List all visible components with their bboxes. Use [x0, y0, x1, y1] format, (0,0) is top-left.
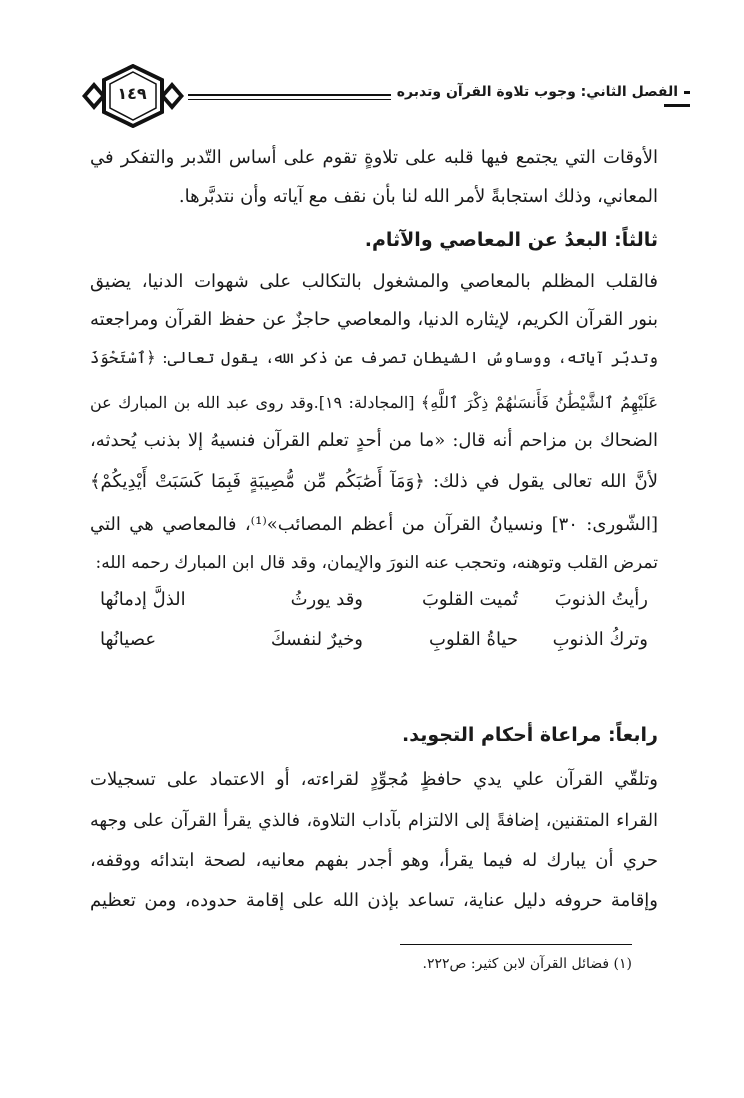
footnote-rule — [400, 944, 632, 945]
page-header — [78, 64, 690, 128]
page-number: ١٤٩ — [117, 84, 147, 103]
body-line: المعاني، وذلك استجابةً لأمر الله لنا بأن نقف مع آياته وأن نتدبَّرها. — [178, 186, 658, 207]
poem-hemistich: وتركُ الذنوبِ — [552, 629, 648, 650]
poem-hemistich: تُميت القلوبَ — [421, 589, 518, 610]
footnote: (١) فضائل القرآن لابن كثير: ص٢٢٢. — [422, 956, 632, 972]
section-heading-4: رابعاً: مراعاة أحكام التجويد. — [402, 724, 658, 746]
chapter-title: الفصل الثاني: وجوب تلاوة القرآن وتدبره — [391, 84, 684, 100]
body-line: حري أن يبارك له فيما يقرأ، وهو أجدر بفهم معانيه، لصحة ابتدائه ووقفه، — [90, 850, 658, 871]
body-line: وتدبّر آياته، ووساوسُ الشيطان تصرف عن ذكر الله، يقول تعالى: ﴿ٱسْتَحْوَذَ — [90, 348, 658, 367]
poem-hemistich: حياةُ القلوبِ — [429, 629, 518, 650]
body-line: تمرض القلب وتوهنه، وتحجب عنه النورَ والإيمان، وقد قال ابن المبارك رحمه الله: — [95, 553, 658, 573]
body-line: لأنَّ الله تعالى يقول في ذلك: ﴿وَمَآ أَصَٰبَكُم مِّن مُّصِيبَةٍ فَبِمَا كَسَبَتْ أَيْدِيكُمْ﴾ — [90, 471, 658, 492]
poem-verse — [100, 625, 648, 657]
poem-hemistich: وخيرٌ لنفسكَ — [270, 629, 363, 650]
section-heading-3: ثالثاً: البعدُ عن المعاصي والآثام. — [364, 229, 658, 251]
poem-hemistich: عصيانُها — [100, 629, 157, 650]
body-line: عَلَيْهِمُ ٱلشَّيْطَٰنُ فَأَنسَىٰهُمْ ذِكْرَ ٱللَّهِ﴾ [المجادلة: ١٩].وقد روى عبد الله بن المبارك عن — [90, 393, 658, 412]
body-line: فالقلب المظلم بالمعاصي والمشغول بالتكالب على شهوات الدنيا، يضيق — [90, 271, 658, 292]
body-line: الضحاك بن مزاحم أنه قال: «ما من أحدٍ تعلم القرآن فنسيهُ إلا بذنب يُحدثه، — [90, 430, 659, 451]
poem-hemistich: الذلَّ إدمانُها — [100, 589, 186, 610]
body-line: الأوقات التي يجتمع فيها قلبه على تلاوةٍ تقوم على أساس التّدبر والتفكر في — [90, 147, 658, 168]
body-line: القراء المتقنين، إضافةً إلى الالتزام بآداب التلاوة، فالذي يقرأ القرآن على وجهه — [90, 811, 658, 831]
poem-verse — [100, 585, 648, 617]
poem-hemistich: وقد يورثُ — [290, 589, 363, 610]
poem-hemistich: رأيتُ الذنوبَ — [554, 589, 648, 610]
body-line: [الشّورى: ٣٠] ونسيانُ القرآن من أعظم المصائب»⁽¹⁾، فالمعاصي هي التي — [90, 514, 659, 535]
body-line: وإقامة حروفه دليل عناية، تساعد بإذن الله على إقامة حدوده، ومن تعظيم — [90, 890, 658, 911]
body-line: بنور القرآن الكريم، لإيثاره الدنيا، والمعاصي حاجزٌ عن حفظ القرآن ومراجعته — [90, 309, 658, 330]
body-line: وتلقّي القرآن علي يدي حافظٍ مُجوِّدٍ لقراءته، أو الاعتماد على تسجيلات — [90, 769, 658, 790]
